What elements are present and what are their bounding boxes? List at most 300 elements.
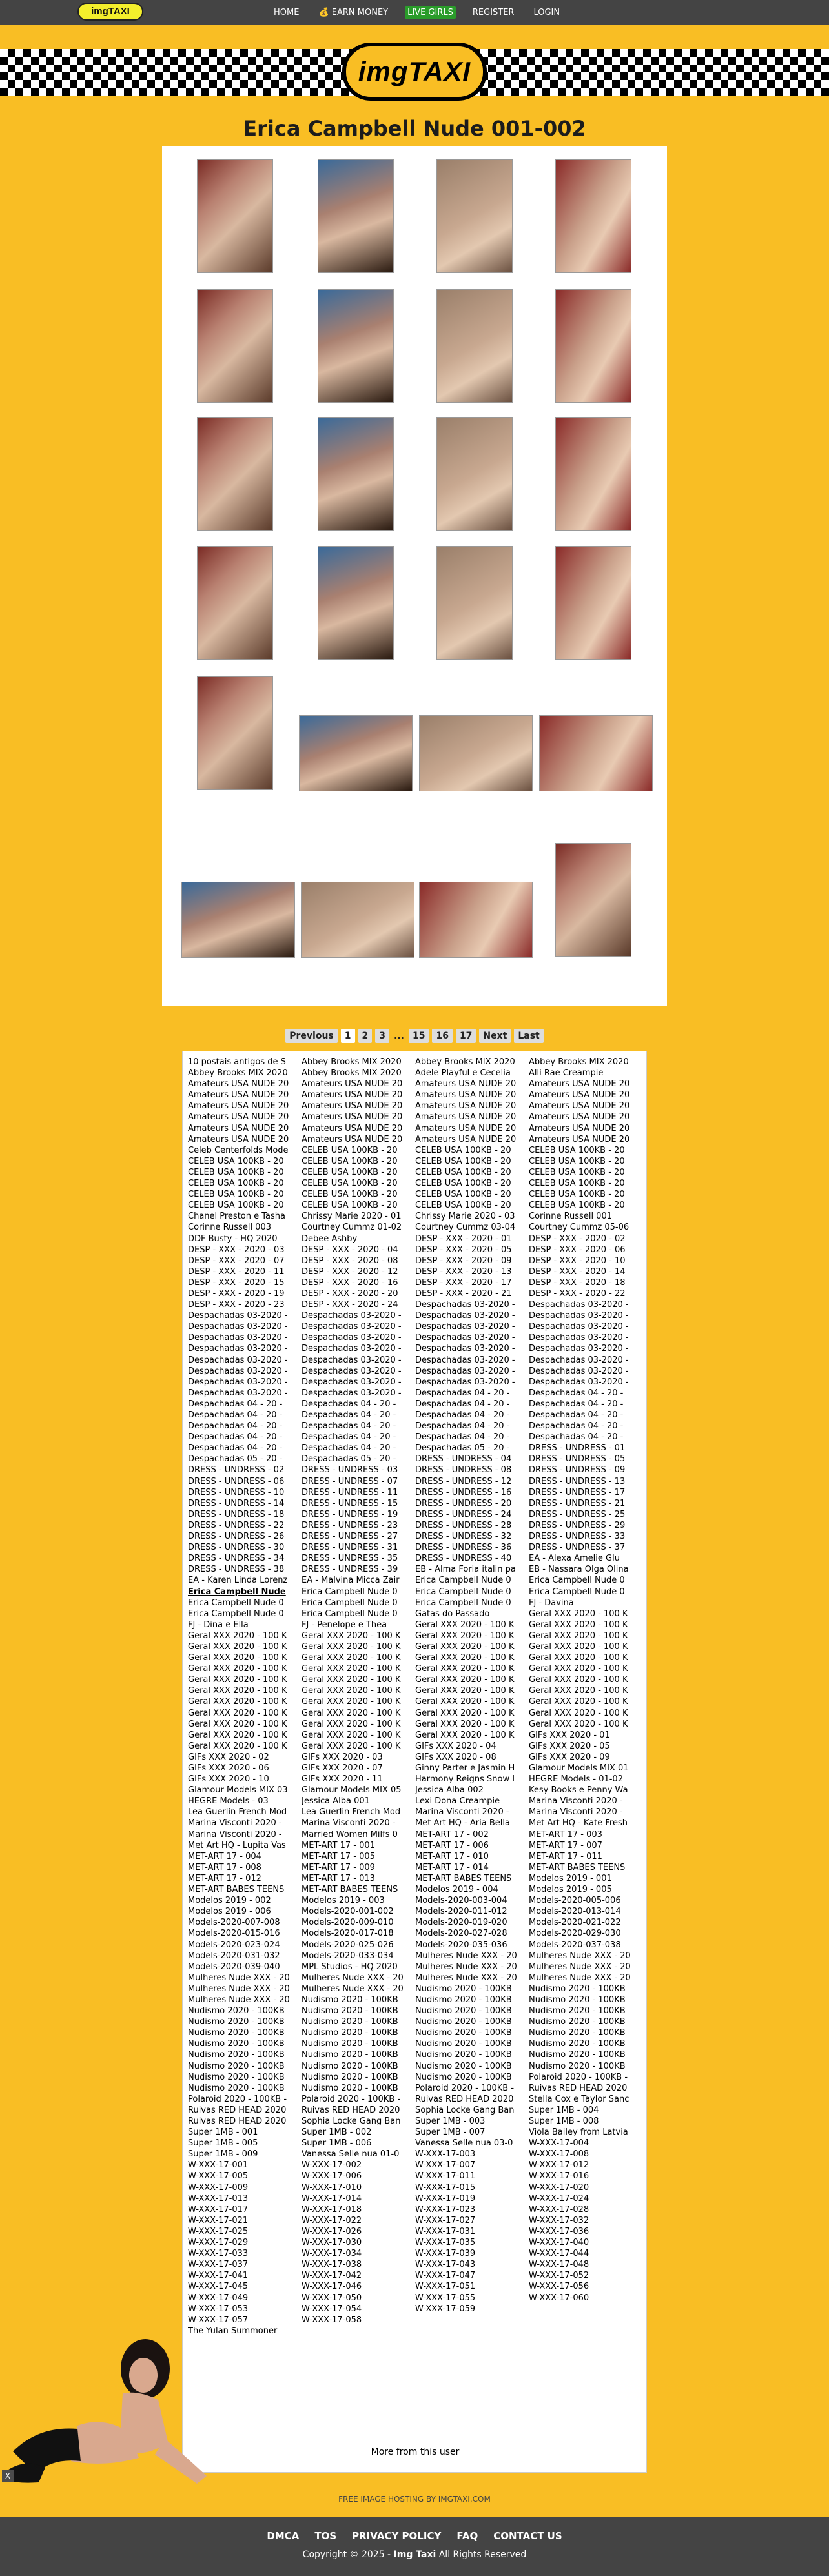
gallery-link[interactable]: Despachadas 04 - 20 - (302, 1443, 396, 1454)
gallery-link[interactable]: DRESS - UNDRESS - 34 (188, 1554, 285, 1564)
gallery-link[interactable]: Geral XXX 2020 - 100 K (302, 1630, 401, 1641)
gallery-link[interactable]: DDF Busty - HQ 2020 (188, 1233, 278, 1244)
gallery-link[interactable]: Models-2020-021-022 (529, 1918, 621, 1928)
gallery-link[interactable]: MET-ART 17 - 009 (302, 1862, 375, 1872)
pagination-page-16[interactable]: 16 (432, 1029, 452, 1043)
gallery-link[interactable]: Nudismo 2020 - 100KB (529, 2039, 626, 2049)
gallery-link[interactable]: Geral XXX 2020 - 100 K (188, 1730, 287, 1740)
pagination-next[interactable]: Next (479, 1029, 511, 1043)
gallery-link[interactable]: Ruivas RED HEAD 2020 (188, 2116, 287, 2126)
gallery-link[interactable]: Despachadas 03-2020 - (415, 1311, 515, 1321)
gallery-link[interactable]: CELEB USA 100KB - 20 (188, 1179, 284, 1189)
gallery-link[interactable]: Geral XXX 2020 - 100 K (529, 1708, 628, 1718)
gallery-link[interactable]: W-XXX-17-052 (529, 2271, 589, 2281)
gallery-link[interactable]: MET-ART 17 - 001 (302, 1840, 375, 1851)
gallery-link[interactable]: Nudismo 2020 - 100KB (188, 2061, 285, 2071)
gallery-link[interactable]: EA - Alexa Amelie Glu (529, 1554, 620, 1564)
gallery-link[interactable]: DESP - XXX - 2020 - 19 (188, 1288, 285, 1299)
gallery-link[interactable]: W-XXX-17-043 (415, 2260, 476, 2270)
gallery-link[interactable]: Adele Playful e Cecelia (415, 1068, 511, 1079)
gallery-link[interactable]: Models-2020-005-006 (529, 1896, 621, 1906)
gallery-link[interactable]: Mulheres Nude XXX - 20 (529, 1973, 631, 1983)
gallery-link[interactable]: Ginny Parter e Jasmin H (415, 1763, 515, 1773)
gallery-link[interactable]: Erica Campbell Nude 0 (302, 1597, 398, 1608)
gallery-link[interactable]: Lea Guerlin French Mod (302, 1807, 401, 1818)
gallery-link[interactable]: Geral XXX 2020 - 100 K (529, 1641, 628, 1652)
gallery-link[interactable]: Met Art HQ - Lupita Vas (188, 1840, 286, 1851)
gallery-link[interactable]: DESP - XXX - 2020 - 09 (415, 1255, 512, 1266)
gallery-link[interactable]: 10 postais antigos de S (188, 1057, 286, 1067)
gallery-link[interactable]: Nudismo 2020 - 100KB (188, 2083, 285, 2093)
gallery-link[interactable]: DRESS - UNDRESS - 12 (415, 1476, 512, 1486)
gallery-link[interactable]: Amateurs USA NUDE 20 (302, 1090, 403, 1100)
gallery-link[interactable]: Models-2020-007-008 (188, 1918, 280, 1928)
gallery-link[interactable]: Geral XXX 2020 - 100 K (529, 1619, 628, 1630)
gallery-link[interactable]: Erica Campbell Nude 0 (302, 1608, 398, 1619)
gallery-link[interactable]: Despachadas 04 - 20 - (529, 1399, 624, 1409)
gallery-link[interactable]: W-XXX-17-046 (302, 2282, 362, 2292)
gallery-link[interactable]: Models-2020-037-038 (529, 1940, 621, 1950)
gallery-link[interactable]: Amateurs USA NUDE 20 (188, 1101, 289, 1111)
gallery-link[interactable]: Geral XXX 2020 - 100 K (529, 1630, 628, 1641)
gallery-link[interactable]: MET-ART 17 - 013 (302, 1873, 375, 1883)
gallery-link[interactable]: DESP - XXX - 2020 - 08 (302, 1255, 398, 1266)
gallery-link[interactable]: Nudismo 2020 - 100KB (188, 2050, 285, 2060)
gallery-link[interactable]: W-XXX-17-007 (415, 2160, 476, 2171)
gallery-link[interactable]: CELEB USA 100KB - 20 (302, 1156, 398, 1166)
gallery-link[interactable]: Geral XXX 2020 - 100 K (188, 1697, 287, 1707)
gallery-link[interactable]: W-XXX-17-047 (415, 2271, 476, 2281)
gallery-link[interactable]: Geral XXX 2020 - 100 K (302, 1697, 401, 1707)
gallery-link[interactable]: Nudismo 2020 - 100KB (188, 2028, 285, 2038)
gallery-link[interactable]: CELEB USA 100KB - 20 (529, 1179, 625, 1189)
gallery-link[interactable]: Marina Visconti 2020 - (188, 1829, 282, 1840)
gallery-link[interactable]: Despachadas 03-2020 - (188, 1333, 288, 1343)
gallery-link[interactable]: Despachadas 03-2020 - (415, 1333, 515, 1343)
gallery-link[interactable]: Lea Guerlin French Mod (188, 1807, 287, 1818)
gallery-link[interactable]: Amateurs USA NUDE 20 (188, 1112, 289, 1122)
gallery-link[interactable]: Despachadas 03-2020 - (529, 1311, 629, 1321)
gallery-link[interactable]: Despachadas 04 - 20 - (302, 1432, 396, 1443)
gallery-link[interactable]: Super 1MB - 004 (529, 2105, 599, 2115)
gallery-link[interactable]: Despachadas 03-2020 - (188, 1366, 288, 1376)
gallery-link[interactable]: Despachadas 03-2020 - (415, 1300, 515, 1310)
gallery-link[interactable]: Nudismo 2020 - 100KB (529, 2061, 626, 2071)
gallery-link[interactable]: DESP - XXX - 2020 - 12 (302, 1266, 398, 1277)
gallery-link[interactable]: Geral XXX 2020 - 100 K (188, 1664, 287, 1674)
gallery-link[interactable]: Erica Campbell Nude (188, 1587, 286, 1597)
gallery-thumbnail[interactable] (197, 159, 273, 273)
gallery-link[interactable]: W-XXX-17-040 (529, 2238, 589, 2248)
gallery-link[interactable]: Models-2020-019-020 (415, 1918, 507, 1928)
gallery-link[interactable]: Despachadas 05 - 20 - (415, 1443, 510, 1454)
gallery-link[interactable]: Mulheres Nude XXX - 20 (415, 1951, 517, 1961)
gallery-link[interactable]: Models-2020-033-034 (302, 1951, 394, 1961)
gallery-link[interactable]: Married Women Milfs 0 (302, 1829, 398, 1840)
gallery-link[interactable]: DESP - XXX - 2020 - 15 (188, 1277, 285, 1288)
gallery-link[interactable]: Amateurs USA NUDE 20 (415, 1123, 517, 1133)
gallery-link[interactable]: GIFs XXX 2020 - 10 (188, 1774, 269, 1785)
gallery-link[interactable]: DESP - XXX - 2020 - 22 (529, 1288, 626, 1299)
gallery-link[interactable]: Models-2020-025-026 (302, 1940, 394, 1950)
gallery-link[interactable]: Geral XXX 2020 - 100 K (415, 1630, 515, 1641)
gallery-link[interactable]: GIFs XXX 2020 - 05 (529, 1741, 610, 1751)
gallery-link[interactable]: Ruivas RED HEAD 2020 (188, 2105, 287, 2115)
gallery-link[interactable]: W-XXX-17-017 (188, 2204, 249, 2215)
gallery-link[interactable]: GIFs XXX 2020 - 09 (529, 1752, 610, 1762)
gallery-link[interactable]: Models-2020-029-030 (529, 1929, 621, 1939)
gallery-thumbnail[interactable] (318, 159, 394, 273)
gallery-link[interactable]: Geral XXX 2020 - 100 K (529, 1664, 628, 1674)
gallery-link[interactable]: Geral XXX 2020 - 100 K (529, 1653, 628, 1663)
gallery-link[interactable]: Amateurs USA NUDE 20 (188, 1079, 289, 1090)
gallery-link[interactable]: W-XXX-17-035 (415, 2238, 476, 2248)
gallery-link[interactable]: Amateurs USA NUDE 20 (529, 1090, 630, 1100)
gallery-link[interactable]: Models-2020-023-024 (188, 1940, 280, 1950)
gallery-link[interactable]: Amateurs USA NUDE 20 (529, 1101, 630, 1111)
gallery-link[interactable]: Despachadas 03-2020 - (415, 1322, 515, 1332)
gallery-link[interactable]: Stella Cox e Taylor Sanc (529, 2094, 629, 2104)
gallery-link[interactable]: W-XXX-17-009 (188, 2182, 249, 2193)
copyright-brand[interactable]: Img Taxi (393, 2550, 436, 2560)
gallery-link[interactable]: Super 1MB - 005 (188, 2138, 258, 2149)
gallery-link[interactable]: Despachadas 03-2020 - (529, 1344, 629, 1354)
gallery-link[interactable]: Geral XXX 2020 - 100 K (415, 1697, 515, 1707)
gallery-link[interactable]: Despachadas 03-2020 - (302, 1344, 402, 1354)
gallery-link[interactable]: Despachadas 03-2020 - (529, 1366, 629, 1376)
gallery-link[interactable]: DRESS - UNDRESS - 13 (529, 1476, 626, 1486)
gallery-link[interactable]: CELEB USA 100KB - 20 (415, 1201, 511, 1211)
gallery-link[interactable]: W-XXX-17-005 (188, 2171, 249, 2182)
gallery-link[interactable]: W-XXX-17-012 (529, 2160, 589, 2171)
gallery-link[interactable]: DRESS - UNDRESS - 35 (302, 1554, 398, 1564)
gallery-link[interactable]: DESP - XXX - 2020 - 18 (529, 1277, 626, 1288)
gallery-link[interactable]: Courtney Cummz 01-02 (302, 1222, 402, 1233)
gallery-link[interactable]: W-XXX-17-004 (529, 2138, 589, 2149)
gallery-link[interactable]: DESP - XXX - 2020 - 03 (188, 1244, 285, 1255)
gallery-link[interactable]: Super 1MB - 006 (302, 2138, 372, 2149)
gallery-thumbnail[interactable] (318, 289, 394, 403)
pagination-page-1[interactable]: 1 (341, 1029, 355, 1043)
gallery-link[interactable]: Mulheres Nude XXX - 20 (188, 1983, 290, 1994)
gallery-link[interactable]: Glamour Models MIX 05 (302, 1785, 402, 1796)
gallery-link[interactable]: DRESS - UNDRESS - 03 (302, 1465, 398, 1476)
site-logo-small[interactable]: imgTAXI (77, 3, 143, 21)
gallery-link[interactable]: Despachadas 03-2020 - (529, 1333, 629, 1343)
gallery-link[interactable]: Nudismo 2020 - 100KB (188, 2017, 285, 2027)
gallery-link[interactable]: W-XXX-17-002 (302, 2160, 362, 2171)
gallery-link[interactable]: DRESS - UNDRESS - 05 (529, 1454, 626, 1465)
gallery-link[interactable]: Erica Campbell Nude 0 (415, 1597, 511, 1608)
gallery-link[interactable]: EB - Alma Foria italin pa (415, 1565, 516, 1575)
gallery-link[interactable]: W-XXX-17-041 (188, 2271, 249, 2281)
gallery-link[interactable]: DRESS - UNDRESS - 21 (529, 1498, 626, 1508)
gallery-link[interactable]: Chanel Preston e Tasha (188, 1212, 285, 1222)
footer-link-dmca[interactable]: DMCA (267, 2530, 300, 2542)
gallery-link[interactable]: Despachadas 03-2020 - (529, 1322, 629, 1332)
gallery-link[interactable]: W-XXX-17-056 (529, 2282, 589, 2292)
gallery-thumbnail[interactable] (436, 546, 513, 660)
gallery-thumbnail[interactable] (539, 715, 653, 791)
gallery-link[interactable]: GIFs XXX 2020 - 06 (188, 1763, 269, 1773)
gallery-link[interactable]: DESP - XXX - 2020 - 07 (188, 1255, 285, 1266)
gallery-link[interactable]: MET-ART 17 - 002 (415, 1829, 489, 1840)
gallery-link[interactable]: Models-2020-011-012 (415, 1907, 507, 1917)
gallery-link[interactable]: Despachadas 03-2020 - (188, 1344, 288, 1354)
gallery-link[interactable]: Met Art HQ - Aria Bella (415, 1818, 510, 1829)
gallery-link[interactable]: Geral XXX 2020 - 100 K (415, 1708, 515, 1718)
gallery-thumbnail[interactable] (555, 843, 631, 957)
gallery-link[interactable]: Modelos 2019 - 003 (302, 1896, 385, 1906)
gallery-link[interactable]: Corinne Russell 001 (529, 1212, 612, 1222)
gallery-link[interactable]: W-XXX-17-015 (415, 2182, 476, 2193)
gallery-link[interactable]: CELEB USA 100KB - 20 (302, 1201, 398, 1211)
gallery-link[interactable]: Geral XXX 2020 - 100 K (188, 1719, 287, 1729)
gallery-thumbnail[interactable] (436, 417, 513, 531)
gallery-link[interactable]: CELEB USA 100KB - 20 (529, 1156, 625, 1166)
gallery-link[interactable]: Marina Visconti 2020 - (415, 1807, 509, 1818)
gallery-link[interactable]: DESP - XXX - 2020 - 01 (415, 1233, 512, 1244)
gallery-link[interactable]: W-XXX-17-027 (415, 2215, 476, 2226)
gallery-link[interactable]: Despachadas 05 - 20 - (302, 1454, 396, 1465)
gallery-link[interactable]: Models-2020-039-040 (188, 1962, 280, 1972)
gallery-link[interactable]: DRESS - UNDRESS - 23 (302, 1520, 398, 1530)
gallery-link[interactable]: Super 1MB - 009 (188, 2149, 258, 2160)
gallery-link[interactable]: Amateurs USA NUDE 20 (302, 1079, 403, 1090)
gallery-link[interactable]: MET-ART 17 - 006 (415, 1840, 489, 1851)
gallery-link[interactable]: W-XXX-17-030 (302, 2238, 362, 2248)
gallery-link[interactable]: W-XXX-17-022 (302, 2215, 362, 2226)
gallery-link[interactable]: Erica Campbell Nude 0 (302, 1587, 398, 1597)
gallery-link[interactable]: DRESS - UNDRESS - 08 (415, 1465, 512, 1476)
gallery-link[interactable]: W-XXX-17-057 (188, 2315, 249, 2325)
gallery-link[interactable]: Models-2020-001-002 (302, 1907, 394, 1917)
gallery-link[interactable]: W-XXX-17-025 (188, 2226, 249, 2236)
gallery-link[interactable]: Nudismo 2020 - 100KB (302, 2061, 398, 2071)
gallery-link[interactable]: Nudismo 2020 - 100KB (415, 2028, 512, 2038)
gallery-link[interactable]: Despachadas 04 - 20 - (188, 1410, 283, 1420)
gallery-thumbnail[interactable] (318, 417, 394, 531)
gallery-link[interactable]: Despachadas 04 - 20 - (188, 1421, 283, 1432)
gallery-link[interactable]: Despachadas 04 - 20 - (529, 1432, 624, 1443)
gallery-link[interactable]: Geral XXX 2020 - 100 K (188, 1653, 287, 1663)
gallery-link[interactable]: CELEB USA 100KB - 20 (415, 1156, 511, 1166)
gallery-link[interactable]: W-XXX-17-014 (302, 2193, 362, 2204)
gallery-link[interactable]: Mulheres Nude XXX - 20 (415, 1973, 517, 1983)
gallery-link[interactable]: Amateurs USA NUDE 20 (529, 1123, 630, 1133)
gallery-link[interactable]: MET-ART 17 - 008 (188, 1862, 261, 1872)
gallery-link[interactable]: Despachadas 03-2020 - (188, 1377, 288, 1387)
gallery-link[interactable]: Geral XXX 2020 - 100 K (188, 1686, 287, 1696)
gallery-link[interactable]: Courtney Cummz 03-04 (415, 1222, 516, 1233)
gallery-link[interactable]: Despachadas 04 - 20 - (529, 1421, 624, 1432)
gallery-thumbnail[interactable] (436, 159, 513, 273)
gallery-link[interactable]: Super 1MB - 008 (529, 2116, 599, 2126)
gallery-link[interactable]: Despachadas 04 - 20 - (415, 1421, 510, 1432)
gallery-link[interactable]: DRESS - UNDRESS - 16 (415, 1487, 512, 1497)
gallery-link[interactable]: W-XXX-17-042 (302, 2271, 362, 2281)
gallery-link[interactable]: W-XXX-17-010 (302, 2182, 362, 2193)
gallery-link[interactable]: FJ - Dina e Ella (188, 1619, 249, 1630)
gallery-link[interactable]: Despachadas 05 - 20 - (188, 1454, 283, 1465)
gallery-link[interactable]: Despachadas 04 - 20 - (529, 1388, 624, 1398)
gallery-link[interactable]: DRESS - UNDRESS - 39 (302, 1565, 398, 1575)
gallery-link[interactable]: Nudismo 2020 - 100KB (302, 2017, 398, 2027)
close-advert-button[interactable]: X (2, 2470, 14, 2482)
gallery-link[interactable]: DRESS - UNDRESS - 10 (188, 1487, 285, 1497)
gallery-link[interactable]: Super 1MB - 003 (415, 2116, 486, 2126)
gallery-link[interactable]: Models-2020-017-018 (302, 1929, 394, 1939)
gallery-link[interactable]: W-XXX-17-033 (188, 2249, 249, 2259)
gallery-link[interactable]: Despachadas 04 - 20 - (188, 1443, 283, 1454)
pagination-page-15[interactable]: 15 (409, 1029, 429, 1043)
gallery-link[interactable]: W-XXX-17-031 (415, 2226, 476, 2236)
gallery-link[interactable]: MET-ART BABES TEENS (302, 1885, 398, 1895)
gallery-link[interactable]: DESP - XXX - 2020 - 13 (415, 1266, 512, 1277)
gallery-link[interactable]: Geral XXX 2020 - 100 K (302, 1675, 401, 1685)
gallery-link[interactable]: Nudismo 2020 - 100KB (529, 2006, 626, 2016)
gallery-link[interactable]: EA - Karen Linda Lorenz (188, 1576, 288, 1586)
gallery-link[interactable]: Geral XXX 2020 - 100 K (415, 1641, 515, 1652)
gallery-link[interactable]: W-XXX-17-039 (415, 2249, 476, 2259)
gallery-link[interactable]: Viola Bailey from Latvia (529, 2127, 628, 2138)
gallery-link[interactable]: Geral XXX 2020 - 100 K (302, 1686, 401, 1696)
gallery-link[interactable]: CELEB USA 100KB - 20 (302, 1145, 398, 1155)
gallery-link[interactable]: Glamour Models MIX 01 (529, 1763, 629, 1773)
gallery-link[interactable]: Debee Ashby (302, 1233, 358, 1244)
gallery-link[interactable]: W-XXX-17-036 (529, 2226, 589, 2236)
gallery-link[interactable]: Nudismo 2020 - 100KB (302, 2028, 398, 2038)
gallery-link[interactable]: Mulheres Nude XXX - 20 (302, 1983, 404, 1994)
gallery-link[interactable]: Despachadas 04 - 20 - (188, 1432, 283, 1443)
gallery-link[interactable]: EB - Nassara Olga Olina (529, 1565, 629, 1575)
gallery-link[interactable]: W-XXX-17-003 (415, 2149, 476, 2160)
gallery-link[interactable]: DESP - XXX - 2020 - 21 (415, 1288, 512, 1299)
gallery-link[interactable]: Nudismo 2020 - 100KB (302, 2083, 398, 2093)
gallery-link[interactable]: CELEB USA 100KB - 20 (188, 1201, 284, 1211)
gallery-link[interactable]: W-XXX-17-032 (529, 2215, 589, 2226)
gallery-link[interactable]: Lexi Dona Creampie (415, 1796, 500, 1807)
gallery-link[interactable]: DESP - XXX - 2020 - 02 (529, 1233, 626, 1244)
gallery-link[interactable]: Geral XXX 2020 - 100 K (415, 1730, 515, 1740)
gallery-link[interactable]: Polaroid 2020 - 100KB - (415, 2083, 515, 2093)
gallery-link[interactable]: MET-ART 17 - 007 (529, 1840, 602, 1851)
gallery-link[interactable]: W-XXX-17-023 (415, 2204, 476, 2215)
gallery-link[interactable]: MET-ART BABES TEENS (529, 1862, 626, 1872)
gallery-link[interactable]: Models-2020-027-028 (415, 1929, 507, 1939)
gallery-link[interactable]: The Yulan Summoner (188, 2326, 278, 2336)
gallery-link[interactable]: DRESS - UNDRESS - 40 (415, 1554, 512, 1564)
gallery-link[interactable]: Despachadas 04 - 20 - (188, 1399, 283, 1409)
pagination-page-2[interactable]: 2 (358, 1029, 373, 1043)
gallery-thumbnail[interactable] (301, 882, 414, 958)
gallery-link[interactable]: Alli Rae Creampie (529, 1068, 604, 1079)
gallery-link[interactable]: Despachadas 03-2020 - (415, 1355, 515, 1365)
gallery-link[interactable]: DRESS - UNDRESS - 26 (188, 1532, 285, 1542)
gallery-thumbnail[interactable] (197, 676, 273, 790)
gallery-link[interactable]: Ruivas RED HEAD 2020 (302, 2105, 400, 2115)
gallery-link[interactable]: DRESS - UNDRESS - 25 (529, 1509, 626, 1519)
gallery-link[interactable]: DRESS - UNDRESS - 09 (529, 1465, 626, 1476)
gallery-link[interactable]: DESP - XXX - 2020 - 20 (302, 1288, 398, 1299)
gallery-thumbnail[interactable] (555, 159, 631, 273)
gallery-link[interactable]: W-XXX-17-044 (529, 2249, 589, 2259)
gallery-link[interactable]: Erica Campbell Nude 0 (415, 1587, 511, 1597)
gallery-link[interactable]: Nudismo 2020 - 100KB (302, 2039, 398, 2049)
gallery-link[interactable]: DRESS - UNDRESS - 31 (302, 1543, 398, 1553)
footer-link-contact[interactable]: CONTACT US (493, 2530, 562, 2542)
gallery-link[interactable]: Amateurs USA NUDE 20 (415, 1134, 517, 1144)
gallery-link[interactable]: DRESS - UNDRESS - 11 (302, 1487, 398, 1497)
gallery-link[interactable]: Harmony Reigns Snow I (415, 1774, 515, 1785)
gallery-link[interactable]: DRESS - UNDRESS - 38 (188, 1565, 285, 1575)
pagination-last[interactable]: Last (514, 1029, 543, 1043)
pagination-page-3[interactable]: 3 (375, 1029, 389, 1043)
gallery-link[interactable]: DRESS - UNDRESS - 28 (415, 1520, 512, 1530)
gallery-link[interactable]: CELEB USA 100KB - 20 (529, 1145, 625, 1155)
gallery-link[interactable]: Polaroid 2020 - 100KB - (529, 2072, 628, 2082)
gallery-link[interactable]: DRESS - UNDRESS - 29 (529, 1520, 626, 1530)
footer-link-faq[interactable]: FAQ (456, 2530, 478, 2542)
gallery-link[interactable]: Amateurs USA NUDE 20 (302, 1134, 403, 1144)
gallery-link[interactable]: Geral XXX 2020 - 100 K (302, 1741, 401, 1751)
gallery-link[interactable]: FJ - Penelope e Thea (302, 1619, 387, 1630)
gallery-link[interactable]: Celeb Centerfolds Mode (188, 1145, 289, 1155)
gallery-link[interactable]: GIFs XXX 2020 - 01 (529, 1730, 610, 1740)
gallery-link[interactable]: W-XXX-17-037 (188, 2260, 249, 2270)
gallery-link[interactable]: CELEB USA 100KB - 20 (188, 1156, 284, 1166)
gallery-link[interactable]: CELEB USA 100KB - 20 (529, 1167, 625, 1177)
gallery-link[interactable]: Marina Visconti 2020 - (529, 1807, 623, 1818)
gallery-link[interactable]: MET-ART 17 - 005 (302, 1851, 375, 1861)
gallery-link[interactable]: Mulheres Nude XXX - 20 (529, 1951, 631, 1961)
gallery-link[interactable]: DRESS - UNDRESS - 37 (529, 1543, 626, 1553)
gallery-link[interactable]: Marina Visconti 2020 - (529, 1796, 623, 1807)
gallery-link[interactable]: W-XXX-17-058 (302, 2315, 362, 2325)
gallery-link[interactable]: Glamour Models MIX 03 (188, 1785, 288, 1796)
gallery-link[interactable]: Gatas do Passado (415, 1608, 490, 1619)
gallery-link[interactable]: HEGRE Models - 01-02 (529, 1774, 623, 1785)
gallery-link[interactable]: Despachadas 03-2020 - (415, 1366, 515, 1376)
gallery-link[interactable]: MET-ART BABES TEENS (415, 1873, 512, 1883)
gallery-link[interactable]: Nudismo 2020 - 100KB (302, 1994, 398, 2005)
gallery-link[interactable]: CELEB USA 100KB - 20 (188, 1167, 284, 1177)
gallery-link[interactable]: Vanessa Selle nua 01-0 (302, 2149, 400, 2160)
gallery-link[interactable]: Despachadas 04 - 20 - (415, 1399, 510, 1409)
gallery-link[interactable]: Despachadas 03-2020 - (529, 1377, 629, 1387)
gallery-link[interactable]: MPL Studios - HQ 2020 (302, 1962, 398, 1972)
gallery-link[interactable]: Nudismo 2020 - 100KB (188, 2039, 285, 2049)
gallery-thumbnail[interactable] (555, 417, 631, 531)
gallery-link[interactable]: Jessica Alba 002 (415, 1785, 484, 1796)
gallery-link[interactable]: Nudismo 2020 - 100KB (415, 2061, 512, 2071)
gallery-link[interactable]: Despachadas 03-2020 - (188, 1322, 288, 1332)
gallery-link[interactable]: W-XXX-17-051 (415, 2282, 476, 2292)
gallery-link[interactable]: Amateurs USA NUDE 20 (415, 1079, 517, 1090)
gallery-link[interactable]: DRESS - UNDRESS - 27 (302, 1532, 398, 1542)
gallery-link[interactable]: Marina Visconti 2020 - (188, 1818, 282, 1829)
gallery-link[interactable]: Geral XXX 2020 - 100 K (302, 1653, 401, 1663)
gallery-link[interactable]: W-XXX-17-019 (415, 2193, 476, 2204)
gallery-link[interactable]: W-XXX-17-013 (188, 2193, 249, 2204)
gallery-link[interactable]: Ruivas RED HEAD 2020 (529, 2083, 628, 2093)
gallery-link[interactable]: CELEB USA 100KB - 20 (302, 1190, 398, 1200)
gallery-link[interactable]: DRESS - UNDRESS - 14 (188, 1498, 285, 1508)
gallery-link[interactable]: Despachadas 03-2020 - (529, 1355, 629, 1365)
gallery-link[interactable]: Geral XXX 2020 - 100 K (529, 1686, 628, 1696)
gallery-link[interactable]: Despachadas 03-2020 - (529, 1300, 629, 1310)
gallery-link[interactable]: Despachadas 03-2020 - (302, 1377, 402, 1387)
